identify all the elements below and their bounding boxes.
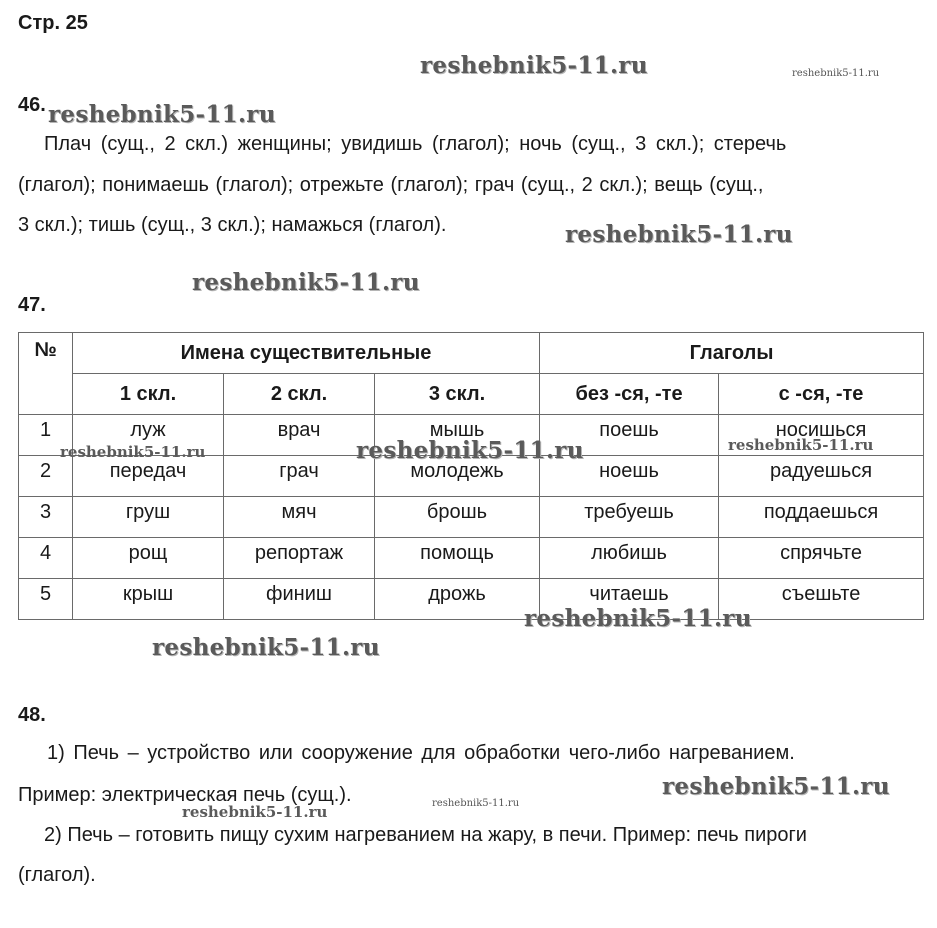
watermark: reshebnik5-11.ru	[524, 605, 752, 632]
table-cell: груш	[73, 497, 224, 538]
table-cell: 4	[19, 538, 73, 579]
table-cell: брошь	[375, 497, 540, 538]
table-cell: врач	[224, 415, 375, 456]
table-row	[19, 497, 924, 538]
exercise-48-line-2: Пример: электрическая печь (сущ.).	[18, 784, 352, 806]
exercise-48-line-3: 2) Печь – готовить пищу сухим нагреванием на жару, в печи. Пример: печь пироги	[44, 824, 807, 846]
table-cell: финиш	[224, 579, 375, 620]
table-cell: мышь	[375, 415, 540, 456]
watermark-small: reshebnik5-11.ru	[432, 798, 520, 809]
table-cell: носишься	[719, 415, 924, 456]
table-cell: луж	[73, 415, 224, 456]
col-number-header: №	[19, 333, 73, 415]
nouns-group-header: Имена существительные	[73, 333, 540, 374]
sub-header: 3 скл.	[375, 374, 540, 415]
table-cell: передач	[73, 456, 224, 497]
verbs-group-header: Глаголы	[540, 333, 924, 374]
table-cell: поешь	[540, 415, 719, 456]
exercise-46-line-3: 3 скл.); тишь (сущ., 3 скл.); намажься (глагол).	[18, 214, 447, 236]
sub-header: без -ся, -те	[540, 374, 719, 415]
table-cell: 3	[19, 497, 73, 538]
table-cell: спрячьте	[719, 538, 924, 579]
table-cell: крыш	[73, 579, 224, 620]
table-cell: молодежь	[375, 456, 540, 497]
sub-header: с -ся, -те	[719, 374, 924, 415]
table-cell: дрожь	[375, 579, 540, 620]
watermark: reshebnik5-11.ru	[420, 52, 648, 79]
watermark: reshebnik5-11.ru	[192, 269, 420, 296]
exercise-48-line-1: 1) Печь – устройство или сооружение для обработки чего-либо нагреванием.	[47, 742, 795, 764]
exercise-48-line-4: (глагол).	[18, 864, 96, 886]
table-cell: мяч	[224, 497, 375, 538]
exercise-46-line-2: (глагол); понимаешь (глагол); отрежьте (глагол); грач (сущ., 2 скл.); вещь (сущ.,	[18, 174, 764, 196]
table-cell: поддаешься	[719, 497, 924, 538]
table-cell: съешьте	[719, 579, 924, 620]
exercise-48-number: 48.	[18, 704, 46, 726]
watermark: reshebnik5-11.ru	[152, 634, 380, 661]
exercise-46-number: 46.	[18, 94, 46, 116]
table-row	[19, 579, 924, 620]
exercise-47-number: 47.	[18, 294, 46, 316]
table-cell: радуешься	[719, 456, 924, 497]
exercise-46-line-1: Плач (сущ., 2 скл.) женщины; увидишь (глагол); ночь (сущ., 3 скл.); стеречь	[44, 133, 787, 155]
table-cell: помощь	[375, 538, 540, 579]
table-cell: 1	[19, 415, 73, 456]
table-cell: любишь	[540, 538, 719, 579]
watermark: reshebnik5-11.ru	[728, 436, 874, 454]
watermark: reshebnik5-11.ru	[565, 221, 793, 248]
watermark: reshebnik5-11.ru	[662, 773, 890, 800]
table-cell: рощ	[73, 538, 224, 579]
table-cell: 2	[19, 456, 73, 497]
watermark: reshebnik5-11.ru	[356, 437, 584, 464]
table-cell: читаешь	[540, 579, 719, 620]
table-cell: грач	[224, 456, 375, 497]
declension-table	[18, 332, 924, 620]
table-cell: репортаж	[224, 538, 375, 579]
watermark: reshebnik5-11.ru	[60, 443, 206, 461]
page-title: Стр. 25	[18, 12, 88, 34]
table-row	[19, 538, 924, 579]
watermark: reshebnik5-11.ru	[48, 101, 276, 128]
table-cell: требуешь	[540, 497, 719, 538]
watermark: reshebnik5-11.ru	[182, 803, 328, 821]
sub-header: 1 скл.	[73, 374, 224, 415]
watermark-small: reshebnik5-11.ru	[792, 68, 880, 79]
table-cell: 5	[19, 579, 73, 620]
sub-header: 2 скл.	[224, 374, 375, 415]
table-cell: ноешь	[540, 456, 719, 497]
